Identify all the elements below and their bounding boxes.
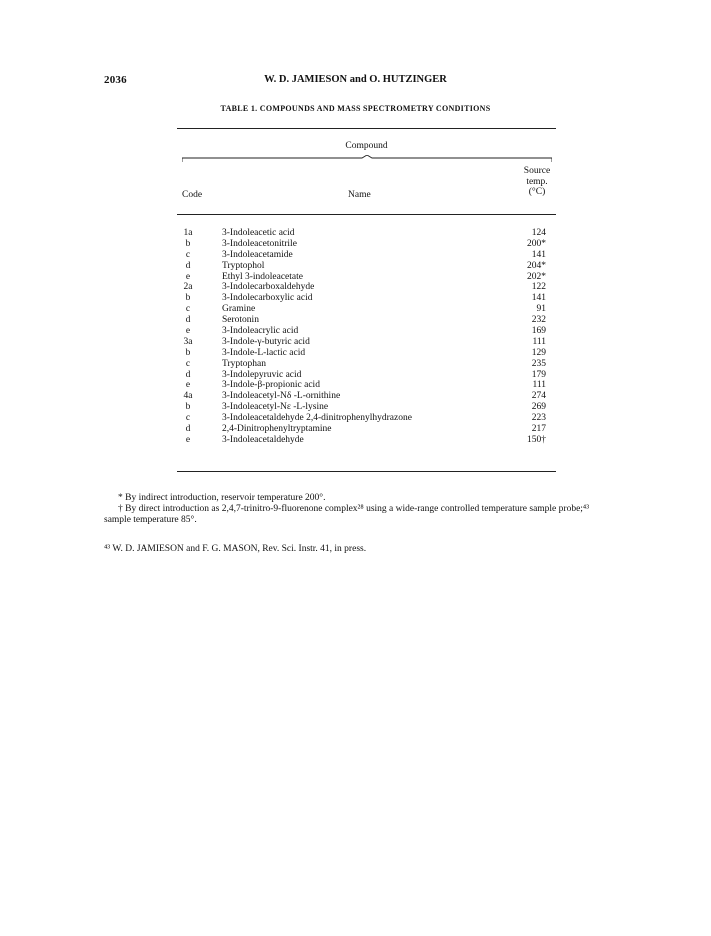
- row-code: c: [185, 249, 191, 260]
- column-header-code: Code: [182, 190, 203, 200]
- row-source-temp: 235: [531, 358, 546, 369]
- row-source-temp: 111: [532, 336, 546, 347]
- row-source-temp: 129: [531, 347, 546, 358]
- table-row: [177, 402, 556, 413]
- row-code: e: [185, 271, 191, 282]
- row-name: 3-Indoleacetyl-Nδ -L-ornithine: [222, 391, 341, 402]
- row-code: e: [185, 326, 191, 337]
- table-row: [177, 250, 556, 261]
- row-source-temp: 223: [531, 413, 546, 424]
- table-row: [177, 272, 556, 283]
- row-name: Serotonin: [222, 315, 259, 326]
- row-name: 3-Indoleacetonitrile: [222, 238, 297, 249]
- row-source-temp: 124: [531, 228, 546, 238]
- row-source-temp: 122: [531, 282, 546, 293]
- source-temp-line-2: temp.: [526, 176, 548, 187]
- running-head: W. D. JAMIESON and O. HUTZINGER: [264, 74, 447, 85]
- row-code: 1a: [183, 228, 193, 238]
- row-source-temp: 91: [536, 304, 546, 315]
- row-name: 3-Indoleacetaldehyde 2,4-dinitrophenylhydrazone: [222, 413, 412, 424]
- row-source-temp: 204*: [527, 260, 546, 271]
- row-name: 2,4-Dinitrophenyltryptamine: [222, 424, 332, 435]
- row-name: 3-Indoleacetyl-Nε -L-lysine: [222, 402, 329, 413]
- row-source-temp: 232: [531, 315, 546, 326]
- table-row: [177, 326, 556, 337]
- table-bottom-rule: [177, 471, 556, 472]
- row-source-temp: 202*: [527, 271, 546, 282]
- header-rule: [177, 214, 556, 215]
- row-source-temp: 169: [531, 326, 546, 337]
- table-row: [177, 282, 556, 293]
- row-code: b: [185, 402, 191, 413]
- table-row: [177, 228, 556, 239]
- row-name: 3-Indole-L-lactic acid: [222, 347, 306, 358]
- row-source-temp: 274: [531, 391, 546, 402]
- row-name: Ethyl 3-indoleacetate: [222, 271, 303, 282]
- table-row: [177, 370, 556, 381]
- table-row: [177, 380, 556, 391]
- compound-brace: [182, 155, 552, 163]
- row-code: d: [185, 260, 191, 271]
- row-name: 3-Indole-γ-butyric acid: [222, 336, 310, 347]
- row-source-temp: 200*: [527, 238, 546, 249]
- row-code: b: [185, 347, 191, 358]
- row-name: 3-Indoleacrylic acid: [222, 326, 299, 337]
- table-row: [177, 359, 556, 370]
- row-source-temp: 111: [532, 380, 546, 391]
- row-name: 3-Indoleacetamide: [222, 249, 293, 260]
- table-row: [177, 337, 556, 348]
- column-header-name: Name: [348, 190, 371, 200]
- footnote-indirect: * By indirect introduction, reservoir temperature 200°.: [118, 493, 326, 503]
- footnotes: [104, 493, 614, 526]
- footnote-direct: † By direct introduction as 2,4,7-trinitro-9-fluorenone complex²⁸ using a wide-range controlled temperature sample probe;⁴³ sample temperature 85°.: [104, 504, 590, 525]
- table-row: [177, 304, 556, 315]
- row-code: 4a: [183, 391, 193, 402]
- table-row: [177, 348, 556, 359]
- column-header-source-temp: [512, 166, 562, 198]
- source-temp-line-1: Source: [523, 166, 551, 176]
- row-name: Tryptophan: [222, 358, 266, 369]
- table-title: TABLE 1. COMPOUNDS AND MASS SPECTROMETRY CONDITIONS: [220, 104, 491, 113]
- row-name: 3-Indolepyruvic acid: [222, 369, 302, 380]
- row-code: b: [185, 238, 191, 249]
- table-body: [177, 228, 556, 446]
- row-name: 3-Indoleacetic acid: [222, 228, 295, 238]
- row-source-temp: 141: [531, 249, 546, 260]
- row-code: e: [185, 380, 191, 391]
- row-source-temp: 217: [531, 424, 546, 435]
- row-code: c: [185, 413, 191, 424]
- row-name: 3-Indolecarboxylic acid: [222, 293, 313, 304]
- table-row: [177, 239, 556, 250]
- row-name: 3-Indoleacetaldehyde: [222, 434, 304, 445]
- row-code: b: [185, 293, 191, 304]
- source-temp-line-3: (°C): [528, 187, 546, 197]
- row-code: d: [185, 424, 191, 435]
- row-code: d: [185, 369, 191, 380]
- row-code: d: [185, 315, 191, 326]
- table-row: [177, 391, 556, 402]
- row-source-temp: 269: [531, 402, 546, 413]
- row-code: 2a: [183, 282, 193, 293]
- row-name: Tryptophol: [222, 260, 265, 271]
- row-name: 3-Indolecarboxaldehyde: [222, 282, 315, 293]
- table-row: [177, 424, 556, 435]
- table-top-rule: [177, 128, 556, 129]
- table-row: [177, 293, 556, 304]
- row-code: 3a: [183, 336, 193, 347]
- row-source-temp: 179: [531, 369, 546, 380]
- table-row: [177, 261, 556, 272]
- row-source-temp: 150†: [527, 434, 546, 445]
- page-number: 2036: [104, 74, 127, 86]
- row-code: c: [185, 304, 191, 315]
- row-code: c: [185, 358, 191, 369]
- row-name: 3-Indole-β-propionic acid: [222, 380, 320, 391]
- table-row: [177, 413, 556, 424]
- row-source-temp: 141: [531, 293, 546, 304]
- table-row: [177, 315, 556, 326]
- row-code: e: [185, 434, 191, 445]
- compound-group-header: Compound: [345, 141, 388, 151]
- table-row: [177, 435, 556, 446]
- reference-43: ⁴³ W. D. JAMIESON and F. G. MASON, Rev. Sci. Instr. 41, in press.: [104, 544, 367, 554]
- row-name: Gramine: [222, 304, 256, 315]
